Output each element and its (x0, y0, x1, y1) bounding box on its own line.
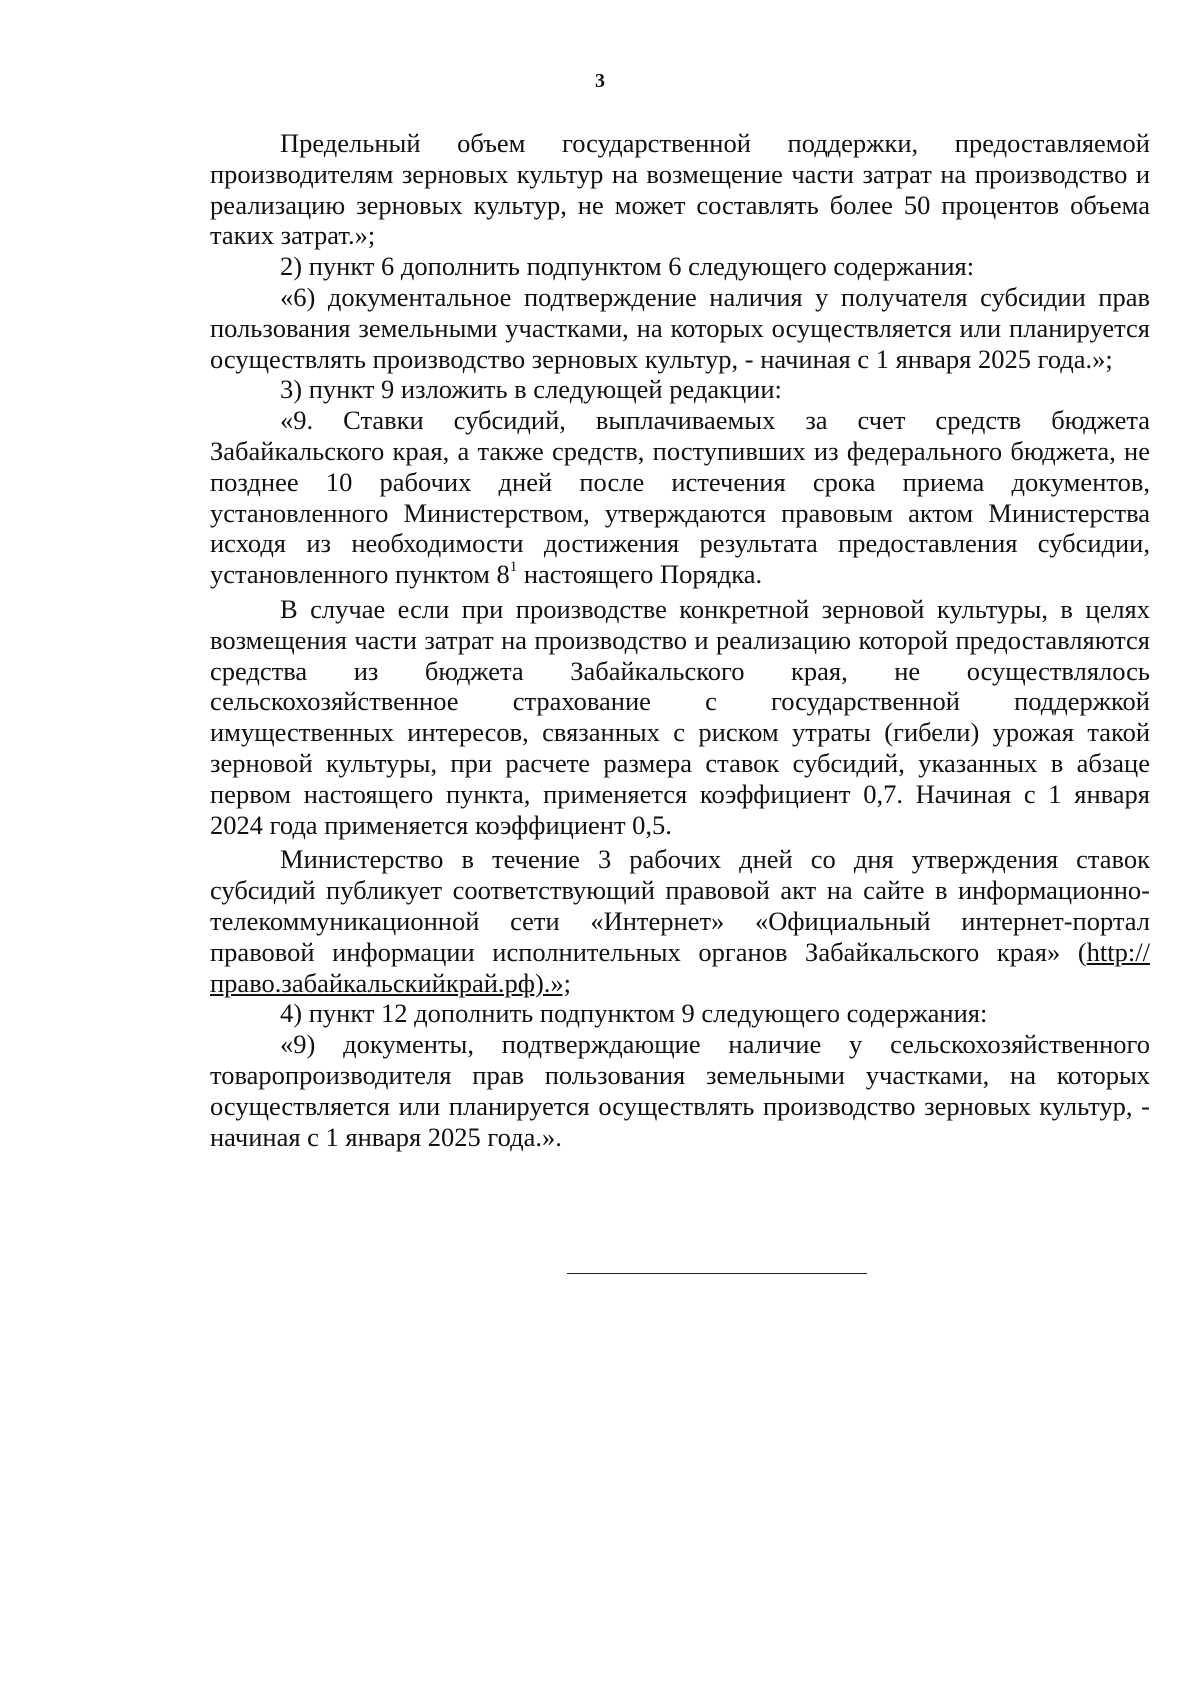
end-divider-line (567, 1273, 867, 1274)
item9-text-main: «9. Ставки субсидий, выплачиваемых за счет средств бюджета Забайкальского края, а также средств, поступивших из федерального бюджета, не позднее 10 рабочих дней после истечения срока приема документов, установленного Министерством, утверждаются правовым актом Министерства исходя из необходимости достижения результата предоставления субсидии, установленного пунктом 8 (210, 405, 1150, 590)
paragraph-item9-amend: 3) пункт 9 изложить в следующей редакции: (280, 374, 782, 405)
item9-text-end: настоящего Порядка. (517, 559, 763, 590)
paragraph-subitem6: «6) документальное подтверждение наличия у получателя субсидии прав пользования земельными участками, на которых осуществляется или планируется осуществлять производство зерновых культур, - начиная с 1 января 2025 года.»; (210, 281, 1150, 374)
paragraph-item9-text (210, 405, 1150, 590)
paragraph-subitem9-docs: «9) документы, подтверждающие наличие у сельскохозяйственного товаропроизводителя прав пользования земельными участками, на которых осуществляется или планируется осуществлять производство зерновых культур, - начиная с 1 января 2025 года.». (210, 1029, 1150, 1152)
paragraph-insurance-case: В случае если при производстве конкретной зерновой культуры, в целях возмещения части затрат на производство и реализацию которой предоставляются средства из бюджета Забайкальского края, не осуществлялось сельскохозяйственное страхование с государственной поддержкой имущественных интересов, связанных с риском утраты (гибели) урожая такой зерновой культуры, при расчете размера ставок субсидий, указанных в абзаце первом настоящего пункта, применяется коэффициент 0,7. Начиная с 1 января 2024 года применяется коэффициент 0,5. (210, 593, 1150, 840)
portal-link[interactable]: http://право.забайкальскийкрай.рф).»; (210, 936, 1150, 998)
ministry-publish-text: Министерство в течение 3 рабочих дней со дня утверждения ставок субсидий публикует соответствующий правовой акт на сайте в информационно-телекоммуникационной сети «Интернет» «Официальный интернет-портал правовой информации исполнительных органов Забайкальского края» ( (210, 844, 1150, 967)
paragraph-item6-amend: 2) пункт 6 дополнить подпунктом 6 следующего содержания: (280, 251, 975, 282)
paragraph-ministry-publish (210, 844, 1150, 998)
superscript-1: 1 (509, 559, 518, 576)
paragraph-item12-amend: 4) пункт 12 дополнить подпунктом 9 следующего содержания: (280, 998, 988, 1029)
page-number: 3 (595, 70, 605, 92)
document-body (210, 128, 1150, 1152)
paragraph-support-limit: Предельный объем государственной поддержки, предоставляемой производителям зерновых культур на возмещение части затрат на производство и реализацию зерновых культур, не может составлять более 50 процентов объема таких затрат.»; (210, 128, 1150, 251)
